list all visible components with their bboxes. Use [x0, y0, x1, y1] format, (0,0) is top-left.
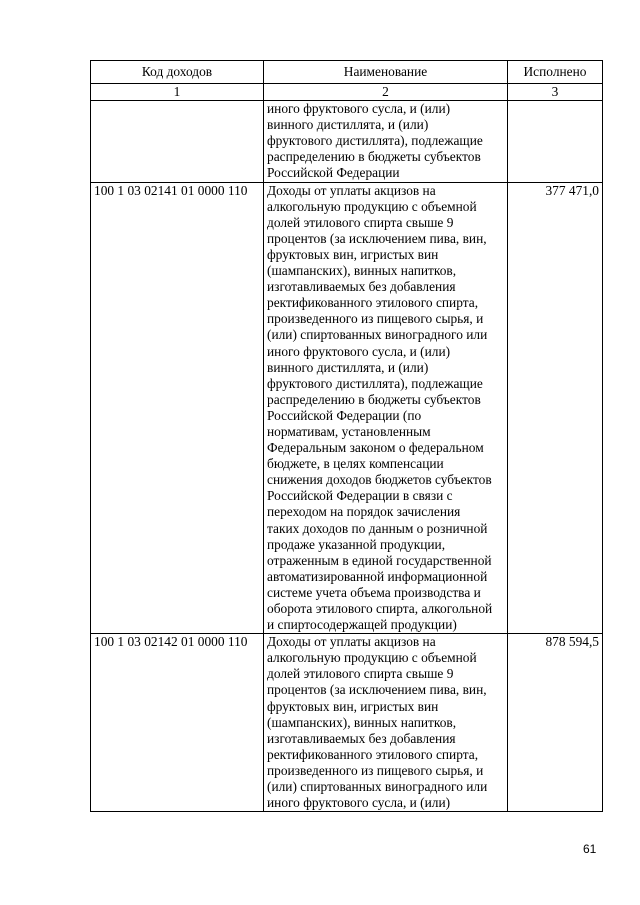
- revenue-name-line: алкогольную продукцию с объемной: [267, 198, 477, 214]
- page-number: 61: [583, 842, 597, 856]
- revenue-name-line: Доходы от уплаты акцизов на: [267, 182, 436, 198]
- revenue-name-line: винного дистиллята, и (или): [267, 359, 429, 375]
- table-row: [91, 634, 603, 812]
- executed-amount-cell: [508, 101, 603, 182]
- revenue-name-line: автоматизированной информационной: [267, 568, 488, 584]
- revenue-name-cell: [264, 634, 508, 812]
- revenue-name-line: (шампанских), винных напитков,: [267, 714, 457, 730]
- revenue-name-line: алкогольную продукцию с объемной: [267, 650, 477, 666]
- revenue-name-line: Российской Федерации: [267, 165, 400, 181]
- executed-amount-cell: 377 471,0: [508, 182, 603, 634]
- revenue-name-line: (шампанских), винных напитков,: [267, 263, 457, 279]
- revenue-name-line: иного фруктового сусла, и (или): [267, 101, 451, 117]
- revenue-name-line: распределению в бюджеты субъектов: [267, 149, 481, 165]
- revenue-name-line: таких доходов по данным о розничной: [267, 520, 488, 536]
- revenue-code-cell: 100 1 03 02142 01 0000 110: [91, 634, 264, 812]
- revenue-name-line: долей этилового спирта свыше 9: [267, 666, 454, 682]
- header-name: Наименование: [264, 61, 508, 84]
- header-row: [91, 61, 603, 84]
- revenue-name-line: нормативам, установленным: [267, 423, 431, 439]
- revenue-name-line: (или) спиртованных виноградного или: [267, 327, 488, 343]
- revenue-name-line: изготавливаемых без добавления: [267, 730, 456, 746]
- revenue-name-line: фруктового дистиллята), подлежащие: [267, 375, 483, 391]
- column-number-row: [91, 84, 603, 101]
- header-executed: Исполнено: [508, 61, 603, 84]
- revenue-name-line: ректификованного этилового спирта,: [267, 746, 479, 762]
- header-code: Код доходов: [91, 61, 264, 84]
- revenue-name-line: произведенного из пищевого сырья, и: [267, 311, 484, 327]
- revenue-name-cell: [264, 101, 508, 182]
- column-number-3: 3: [508, 84, 603, 101]
- revenue-name-line: продаже указанной продукции,: [267, 536, 446, 552]
- revenue-name-line: долей этилового спирта свыше 9: [267, 214, 454, 230]
- revenue-name-line: Федеральным законом о федеральном: [267, 440, 484, 456]
- revenue-name-line: распределению в бюджеты субъектов: [267, 391, 481, 407]
- revenue-name-line: процентов (за исключением пива, вин,: [267, 682, 487, 698]
- revenue-name-line: оборота этилового спирта, алкогольной: [267, 601, 493, 616]
- revenue-name-line: переходом на порядок зачисления: [267, 504, 461, 520]
- table-row: [91, 182, 603, 634]
- revenue-name-line: снижения доходов бюджетов субъектов: [267, 472, 492, 488]
- revenue-name-line: Доходы от уплаты акцизов на: [267, 634, 436, 650]
- revenue-name-line: изготавливаемых без добавления: [267, 279, 456, 295]
- revenue-name-line: иного фруктового сусла, и (или): [267, 343, 451, 359]
- revenue-name-line: фруктового дистиллята), подлежащие: [267, 133, 483, 149]
- revenue-table: [90, 60, 603, 812]
- revenue-name-line: фруктовых вин, игристых вин: [267, 698, 439, 714]
- revenue-name-cell: [264, 182, 508, 634]
- revenue-name-line: бюджете, в целях компенсации: [267, 456, 444, 472]
- revenue-name-line: иного фруктового сусла, и (или): [267, 795, 451, 811]
- table-row: [91, 101, 603, 182]
- revenue-name-line: Российской Федерации в связи с: [267, 488, 453, 504]
- revenue-code-cell: [91, 101, 264, 182]
- revenue-name-line: Российской Федерации (по: [267, 407, 422, 423]
- column-number-2: 2: [264, 84, 508, 101]
- revenue-name-line: произведенного из пищевого сырья, и: [267, 762, 484, 778]
- revenue-name-line: ректификованного этилового спирта,: [267, 295, 479, 311]
- revenue-code-cell: 100 1 03 02141 01 0000 110: [91, 182, 264, 634]
- revenue-name-line: процентов (за исключением пива, вин,: [267, 230, 487, 246]
- revenue-name-line: фруктовых вин, игристых вин: [267, 246, 439, 262]
- executed-amount-cell: 878 594,5: [508, 634, 603, 812]
- revenue-name-line: (или) спиртованных виноградного или: [267, 779, 488, 795]
- revenue-name-line: и спиртосодержащей продукции): [267, 617, 457, 633]
- column-number-1: 1: [91, 84, 264, 101]
- revenue-name-line: отраженным в единой государственной: [267, 552, 492, 568]
- revenue-name-line: системе учета объема производства и: [267, 584, 481, 600]
- table-body: [91, 101, 603, 812]
- revenue-name-line: винного дистиллята, и (или): [267, 117, 429, 133]
